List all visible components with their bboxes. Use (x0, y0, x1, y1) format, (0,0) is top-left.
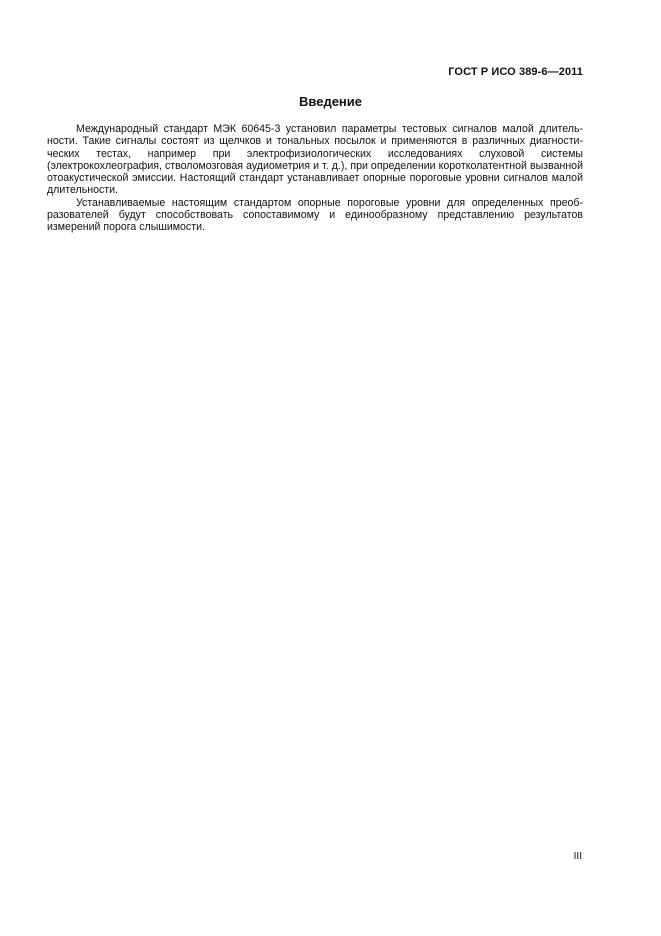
section-title: Введение (299, 94, 362, 109)
section-body (47, 123, 583, 234)
paragraph: Устанавливаемые настоящим стандартом опорные пороговые уровни для определенных преобразователей будут способствовать сопоставимому и единообразному представлению результатов измерений порога слышимости. (47, 196, 583, 234)
page-number: III (573, 851, 582, 862)
document-code: ГОСТ Р ИСО 389-6—2011 (448, 66, 583, 78)
paragraph: Международный стандарт МЭК 60645-3 установил параметры тестовых сигналов малой длительности. Такие сигналы состоят из щелчков и тональных посылок и применяются в различных диагностических тестах, например при электрофизиологических исследованиях слуховой системы (электрокохлеография, стволомозговая аудиометрия и т. д.), при определении коротколатентной вызванной отоакустической эмиссии. Настоящий стандарт устанавливает опорные пороговые уровни сигналов малой длительности. (47, 123, 583, 197)
